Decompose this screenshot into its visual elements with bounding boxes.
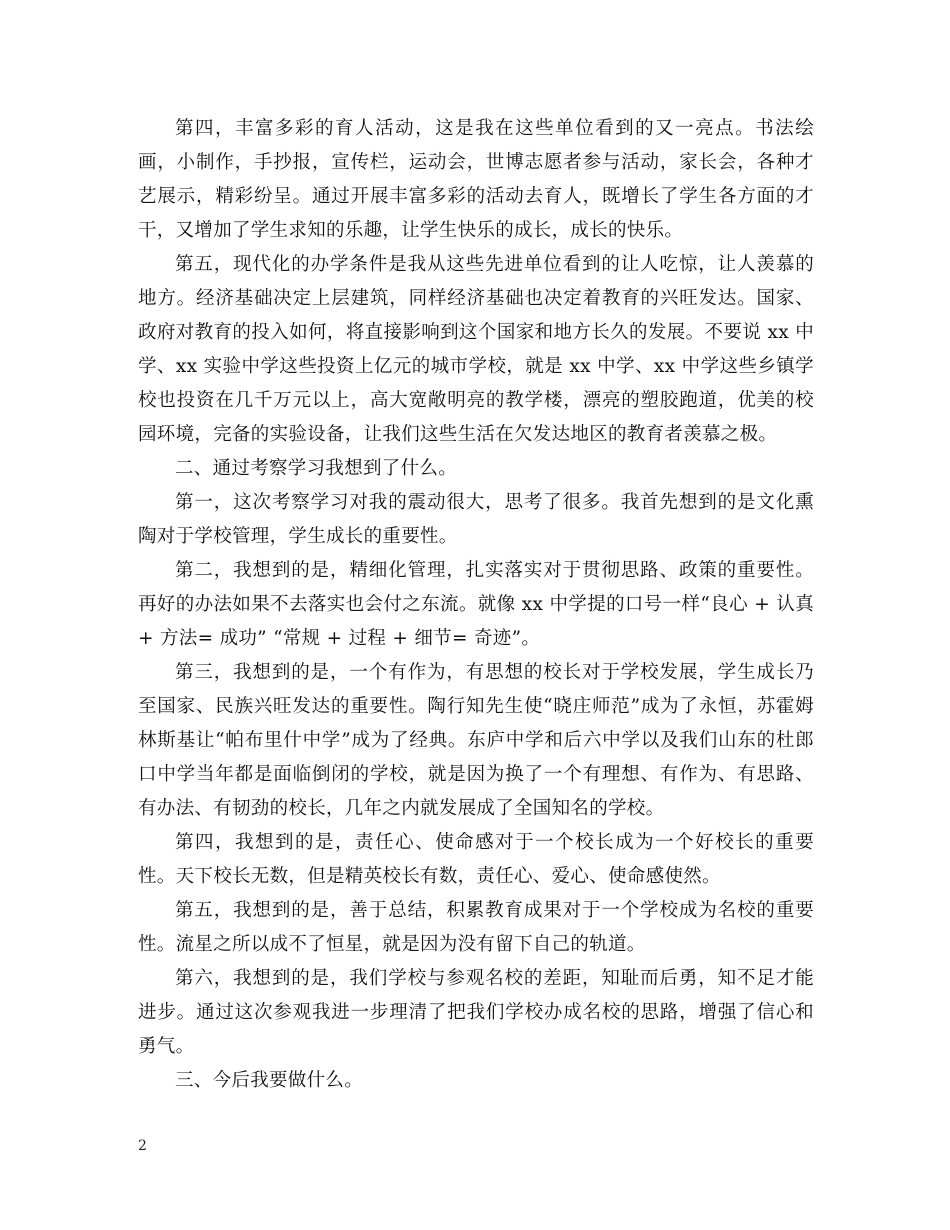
section-heading-2: 二、通过考察学习我想到了什么。 (175, 458, 458, 479)
page-number: 2 (138, 1138, 147, 1154)
section-heading-3: 三、今后我要做什么。 (175, 1070, 364, 1091)
paragraph-5: 第三，我想到的是，一个有作为，有思想的校长对于学校发展，学生成长乃至国家、民族兴旺发达的重要性。陶行知先生使“晓庄师范”成为了永恒，苏霍姆林斯基让“帕布里什中学”成为了经典。东庐中学和后六中学以及我们山东的杜郎口中学当年都是面临倒闭的学校，就是因为换了一个有理想、有作为、有思路、有办法、有韧劲的校长，几年之内就发展成了全国知名的学校。 (138, 662, 814, 819)
paragraph-1: 第四，丰富多彩的育人活动，这是我在这些单位看到的又一亮点。书法绘画，小制作，手抄报，宣传栏，运动会，世博志愿者参与活动，家长会，各种才艺展示，精彩纷呈。通过开展丰富多彩的活动去育人，既增长了学生各方面的才干，又增加了学生求知的乐趣，让学生快乐的成长，成长的快乐。 (138, 118, 814, 241)
paragraph-6: 第四，我想到的是，责任心、使命感对于一个校长成为一个好校长的重要性。天下校长无数，但是精英校长有数，责任心、爱心、使命感使然。 (138, 832, 814, 887)
paragraph-7: 第五，我想到的是，善于总结，积累教育成果对于一个学校成为名校的重要性。流星之所以成不了恒星，就是因为没有留下自己的轨道。 (138, 900, 814, 955)
paragraph-2: 第五，现代化的办学条件是我从这些先进单位看到的让人吃惊，让人羡慕的地方。经济基础决定上层建筑，同样经济基础也决定着教育的兴旺发达。国家、政府对教育的投入如何，将直接影响到这个国家和地方长久的发展。不要说 xx 中学、xx 实验中学这些投资上亿元的城市学校，就是 xx 中学、xx 中学这些乡镇学校也投资在几千万元以上，高大宽敞明亮的教学楼，漂亮的塑胶跑道，优美的校园环境，完备的实验设备，让我们这些生活在欠发达地区的教育者羡慕之极。 (138, 254, 814, 445)
body-text (138, 112, 814, 1098)
paragraph-8: 第六，我想到的是，我们学校与参观名校的差距，知耻而后勇，知不足才能进步。通过这次参观我进一步理清了把我们学校办成名校的思路，增强了信心和勇气。 (138, 968, 814, 1057)
paragraph-4: 第二，我想到的是，精细化管理，扎实落实对于贯彻思路、政策的重要性。再好的办法如果不去落实也会付之东流。就像 xx 中学提的口号一样“良心 + 认真 + 方法= 成功” “常规 + 过程 + 细节= 奇迹”。 (138, 560, 814, 649)
paragraph-3: 第一，这次考察学习对我的震动很大，思考了很多。我首先想到的是文化熏陶对于学校管理，学生成长的重要性。 (138, 492, 814, 547)
